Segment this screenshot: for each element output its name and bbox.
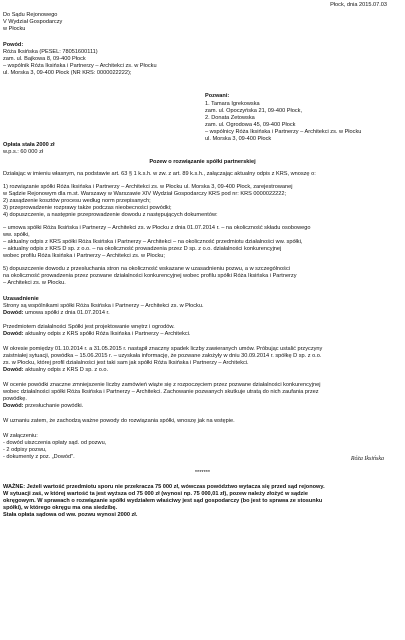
document-item-3: – aktualny odpis z KRS D sp. z o.o. – na okoliczność prowadzenia przez D sp. z o.o. działalności konkurencyjnej xyxy=(3,246,282,252)
justification-p5: W uznaniu zatem, że zachodzą ważne powody do rozwiązania spółki, wnoszę jak na wstępie. xyxy=(3,418,235,424)
request-2: 2) zasądzenie kosztów procesu według norm przepisanych; xyxy=(3,198,151,204)
fee-line-2: w.p.s.: 60 000 zł xyxy=(3,149,44,155)
request-1-cont: w Sądzie Rejonowym dla m.st. Warszawy w Warszawie XIV Wydział Gospodarczy KRS pod nr: KRS 0000022222; xyxy=(3,191,287,197)
court-line-1: Do Sądu Rejonowego xyxy=(3,12,58,18)
plaintiff-label: Powód: xyxy=(3,42,24,48)
justification-p1: Strony są wspólnikami spółki Róża Iksińska i Partnerzy – Architekci zs. w Płocku. xyxy=(3,303,204,309)
request-5-cont-2: – Architekci zs. w Płocku. xyxy=(3,280,66,286)
fee-line-1: Opłata stała 2000 zł xyxy=(3,142,55,148)
defendants-line-2: zam. ul. Opoczyńska 21, 09-400 Płock, xyxy=(205,108,303,114)
document-title: Pozew o rozwiązanie spółki partnerskiej xyxy=(149,159,256,165)
notice-line-3: okręgowym. W sprawach o rozwiązanie spółki wydziałem właściwy jest sąd gospodarczy (bo jest to sprawa ze stosunku xyxy=(3,498,323,504)
evidence-label: Dowód: xyxy=(3,367,24,373)
request-4: 4) dopuszczenie, a następnie przeprowadzenie dowodu z następujących dokumentów: xyxy=(3,212,218,218)
defendants-line-4: zam. ul. Ogrodowa 45, 09-400 Płock xyxy=(205,122,296,128)
attachments-heading: W załączeniu: xyxy=(3,433,38,439)
document-item-3-cont: wobec profilu Róża Iksińska i Partnerzy – Architekci zs. w Płocku; xyxy=(3,253,165,259)
signature: Róża Iksińska xyxy=(350,456,384,462)
request-3: 3) przeprowadzenie rozprawy także podczas nieobecności powódki; xyxy=(3,205,172,211)
notice-line-1: WAŻNE: Jeżeli wartość przedmiotu sporu nie przekracza 75 000 zł, wówczas powództwo wytacza się przed sąd rejonowy. xyxy=(3,484,325,490)
defendants-line-6: ul. Morska 3, 09-400 Płock xyxy=(205,136,272,142)
justification-heading: Uzasadnienie xyxy=(3,296,39,302)
request-5: 5) dopuszczenie dowodu z przesłuchania stron na okoliczność wskazane w uzasadnieniu pozwu, a w szczególności xyxy=(3,266,290,272)
notice-line-4: spółki), w którego okręgu ma ona siedzibę. xyxy=(3,505,118,511)
plaintiff-line-3: – wspólnik Róża Iksińska i Partnerzy – Architekci zs. w Płocku xyxy=(3,63,157,69)
intro-text: Działając w imieniu własnym, na podstawie art. 63 § 1 k.s.h. w zw. z art. 89 k.s.h., załączając aktualny odpis z KRS, wnoszę o: xyxy=(3,171,316,177)
attachment-item-3: - dokumenty z poz. „Dowód". xyxy=(3,454,75,460)
evidence-label: Dowód: xyxy=(3,331,24,337)
evidence-label: Dowód: xyxy=(3,310,24,316)
justification-p4-line-3: powódkę. xyxy=(3,396,27,402)
document-item-2: – aktualny odpis z KRS spółki Róża Iksińska i Partnerzy – Architekci – na okoliczność przedmiotu działalności ww. spółki, xyxy=(3,239,303,245)
court-line-2: V Wydział Gospodarczy xyxy=(3,19,63,25)
notice-line-5: Stała opłata sądowa od ww. pozwu wynosi 2000 zł. xyxy=(3,512,138,518)
justification-p3-evidence xyxy=(3,367,108,373)
defendants-label: Pozwani: xyxy=(205,93,230,99)
plaintiff-line-2: zam. ul. Bajkowa 8, 09-400 Płock xyxy=(3,56,86,62)
court-line-3: w Płocku xyxy=(3,26,26,32)
defendants-line-5: – wspólnicy Róża Iksińska i Partnerzy – Architekci zs. w Płocku xyxy=(205,129,362,135)
justification-p2: Przedmiotem działalności Spółki jest projektowanie wnętrz i ogrodów. xyxy=(3,324,175,330)
place-date: Płock, dnia 2015.07.03 xyxy=(330,2,387,8)
justification-p3-line-3: zs. w Płocku, której profil działalności jest taki sam jak spółki Róża Iksińska i Partnerzy – Architekci. xyxy=(3,360,249,366)
plaintiff-line-4: ul. Morska 3, 09-400 Płock (NR KRS: 0000022222); xyxy=(3,70,132,76)
document-item-1: – umowa spółki Róża Iksińska i Partnerzy – Architekci zs. w Płocku z dnia 01.07.2014 r. – na okoliczność składu osobowego xyxy=(3,225,311,231)
justification-p4-evidence xyxy=(3,403,83,409)
justification-p4-line-2: wobec działalności spółki Róża Iksińska i Partnerzy – Architekci. Zachowanie pozwanych skutkuje utratą do nich zaufania przez xyxy=(3,389,319,395)
justification-p4-line-1: W ocenie powódki znaczne zmniejszenie liczby zamówień wiąże się z rozpoczęciem przez pozwane działalności konkurencyjnej xyxy=(3,382,321,388)
evidence-text: przesłuchanie powódki. xyxy=(25,403,84,409)
justification-p3-line-2: zaistniałej sytuacji, powódka – 15.06.2015 r. – uzyskała informację, że pozwane założyły w dniu 30.09.2014 r. spółkę D sp. z o.o. xyxy=(3,353,322,359)
document-item-1-cont: ww. spółki, xyxy=(3,232,30,238)
evidence-text: umowa spółki z dnia 01.07.2014 r. xyxy=(25,310,110,316)
evidence-text: aktualny odpis z KRS D sp. z o.o. xyxy=(25,367,109,373)
attachment-item-1: - dowód uiszczenia opłaty sąd. od pozwu, xyxy=(3,440,107,446)
defendants-line-1: 1. Tamara Igrekowska xyxy=(205,101,260,107)
separator: ******* xyxy=(194,470,211,476)
plaintiff-line-1: Róża Iksińska (PESEL: 78051600111) xyxy=(3,49,98,55)
justification-p2-evidence xyxy=(3,331,190,337)
request-5-cont-1: na okoliczność prowadzenia przez pozwane działalności konkurencyjnej wobec profilu spółki Róża Iksińska i Partnerzy xyxy=(3,273,297,279)
attachment-item-2: - 2 odpisy pozwu, xyxy=(3,447,47,453)
notice-line-2: W sytuacji zaś, w której wartość ta jest wyższa od 75 000 zł (wynosi np. 75 000,01 zł), pozew należy złożyć w sądzie xyxy=(3,491,308,497)
justification-p1-evidence xyxy=(3,310,110,316)
justification-p3-line-1: W okresie pomiędzy 01.10.2014 r. a 31.05.2015 r. nastąpił znaczny spadek liczby zawieranych umów. Próbując ustalić przyczyny xyxy=(3,346,323,352)
defendants-line-3: 2. Donata Zetowska xyxy=(205,115,255,121)
request-1: 1) rozwiązanie spółki Róża Iksińska i Partnerzy – Architekci zs. w Płocku ul. Morska 3, 09-400 Płock, zarejestrowanej xyxy=(3,184,293,190)
evidence-label: Dowód: xyxy=(3,403,24,409)
evidence-text: aktualny odpis z KRS spółki Róża Iksińska i Partnerzy – Architekci. xyxy=(25,331,191,337)
